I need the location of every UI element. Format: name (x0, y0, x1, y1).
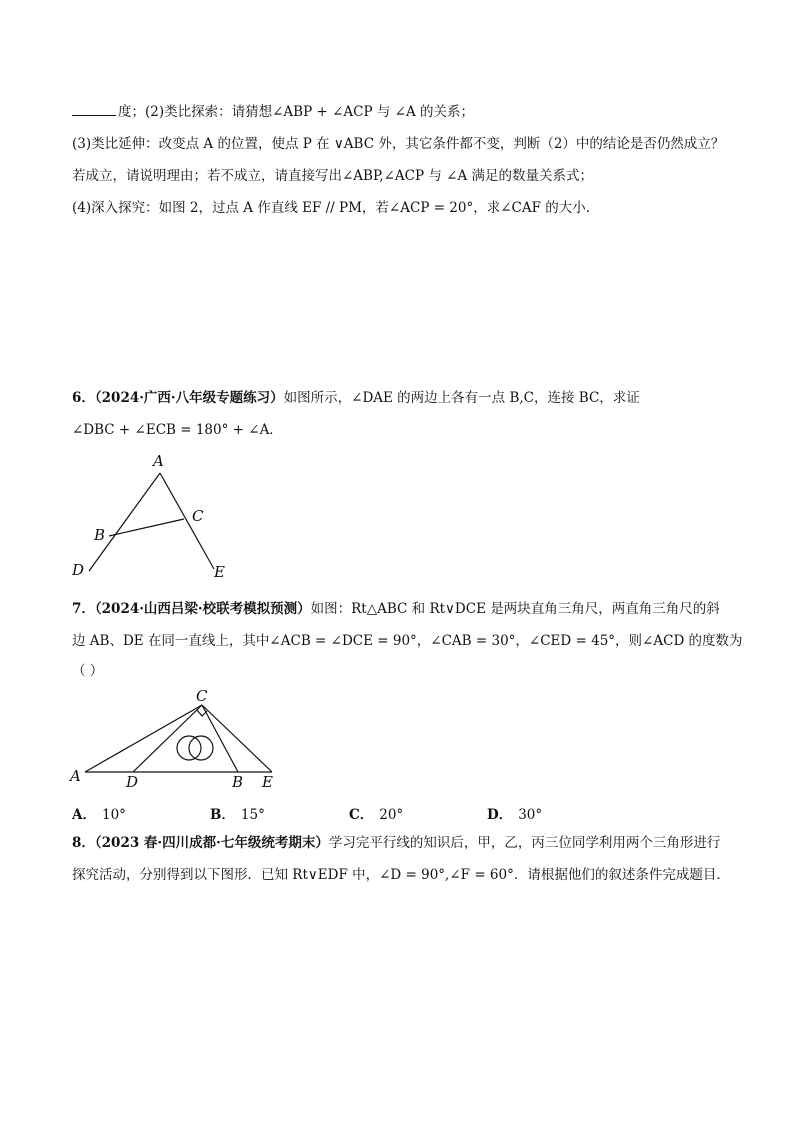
q8-number: 8． (72, 835, 95, 851)
q7-source: （2024·山西吕梁·校联考模拟预测） (94, 601, 311, 617)
answer-blank[interactable] (72, 103, 116, 116)
q8-text1: 学习完平行线的知识后，甲，乙，丙三位同学利用两个三角形进行 (328, 835, 721, 851)
q7-label-d: D (126, 773, 139, 791)
q6-line2: ∠DBC + ∠ECB = 180° + ∠A． (72, 422, 283, 438)
q7-line1 (72, 600, 720, 618)
q5-line2: (3)类比延伸：改变点 A 的位置，使点 P 在 ∨ABC 外，其它条件都不变，判断（2）中的结论是否仍然成立？ (72, 136, 725, 152)
q5-line3: 若成立，请说明理由；若不成立，请直接写出∠ABP,∠ACP 与 ∠A 满足的数量关系式； (72, 168, 594, 184)
q7-option-d[interactable] (487, 803, 542, 823)
q6-ray-ae (160, 473, 214, 569)
q7-text1: 如图：Rt△ABC 和 Rt∨DCE 是两块直角三角尺，两直角三角尺的斜 (310, 601, 720, 617)
q6-label-b: B (94, 526, 106, 544)
q6-ray-ad (89, 473, 160, 571)
q7-number: 7． (72, 601, 95, 617)
q7-label-b: B (232, 773, 244, 791)
q6-line1 (72, 389, 640, 407)
q6-label-c: C (192, 507, 204, 525)
q7-line3: （ ） (72, 663, 104, 679)
q7-option-d-key: D． (487, 807, 513, 823)
q7-label-a: A (70, 767, 81, 785)
q7-line2: 边 AB、DE 在同一直线上，其中∠ACB = ∠DCE = 90°，∠CAB = 30°，∠CED = 45°，则∠ACD 的度数为 (72, 633, 743, 649)
q6-number: 6． (72, 390, 95, 406)
q7-option-a-value: 10° (101, 807, 126, 823)
q7-option-b-key: B． (210, 807, 235, 823)
q6-text1: 如图所示，∠DAE 的两边上各有一点 B,C，连接 BC，求证 (283, 390, 640, 406)
q5-line1-text: 度；(2)类比探索：请猜想∠ABP + ∠ACP 与 ∠A 的关系； (118, 104, 474, 120)
q7-option-c-key: C． (349, 807, 374, 823)
q6-label-a: A (153, 452, 164, 470)
q7-option-b-value: 15° (240, 807, 265, 823)
q7-figure (60, 683, 300, 793)
q6-figure (60, 448, 250, 583)
q8-line2: 探究活动，分别得到以下图形．已知 Rt∨EDF 中，∠D = 90°,∠F = 60°．请根据他们的叙述条件完成题目． (72, 867, 730, 883)
q7-label-e: E (262, 773, 273, 791)
q7-option-a[interactable] (72, 803, 126, 823)
q6-label-e: E (214, 563, 225, 581)
q7-option-d-value: 30° (518, 807, 543, 823)
q7-option-c[interactable] (349, 803, 403, 823)
q5-line1 (72, 103, 474, 121)
q7-side-ce (202, 705, 272, 772)
q7-option-a-key: A． (72, 807, 96, 823)
q5-line4: (4)深入探究：如图 2，过点 A 作直线 EF // PM，若∠ACP = 20°，求∠CAF 的大小． (72, 200, 600, 216)
q6-label-d: D (72, 561, 85, 579)
q7-label-c: C (196, 687, 208, 705)
q7-option-c-value: 20° (379, 807, 404, 823)
q6-source: （2024·广西·八年级专题练习） (94, 390, 284, 406)
q8-line1 (72, 834, 720, 852)
q8-source: （2023 春·四川成都·七年级统考期末） (94, 835, 329, 851)
q7-option-b[interactable] (210, 803, 265, 823)
